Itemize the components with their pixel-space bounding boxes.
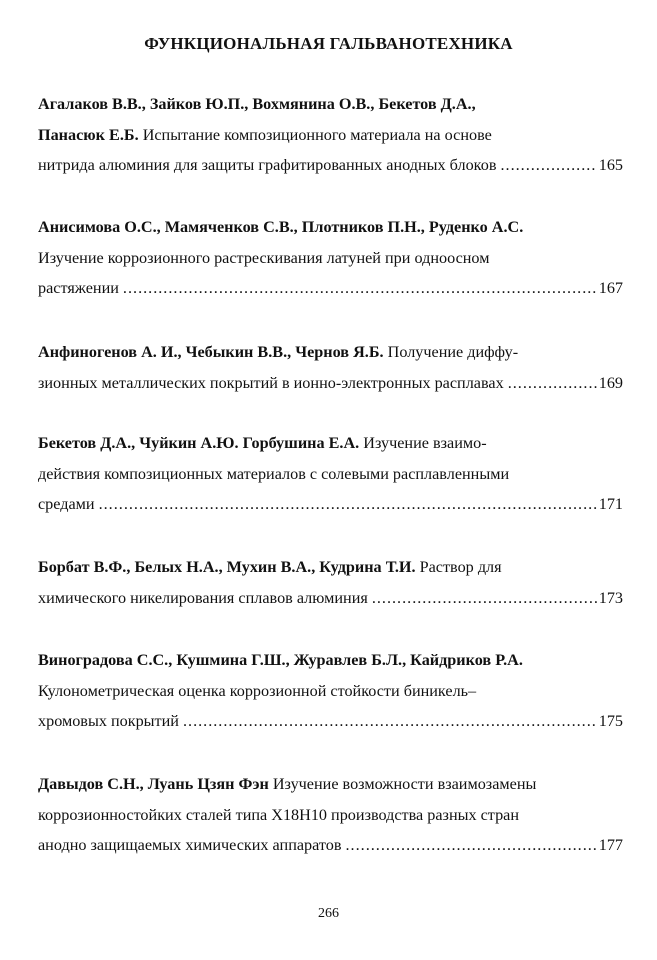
entry-leader-line	[38, 489, 623, 520]
toc-entry	[38, 769, 623, 861]
toc-entry	[38, 89, 623, 181]
toc-entry	[38, 212, 623, 304]
entry-title: Раствор для	[415, 558, 502, 576]
entry-authors: Бекетов Д.А., Чуйкин А.Ю. Горбушина Е.А.	[38, 434, 360, 452]
entry-leader-line	[38, 368, 623, 399]
entry-title: хромовых покрытий	[38, 712, 179, 730]
entry-title: нитрида алюминия для защиты графитированных анодных блоков	[38, 156, 497, 174]
entry-page-number: 169	[598, 373, 623, 392]
entry-authors: Давыдов С.Н., Луань Цзян Фэн	[38, 775, 269, 793]
entry-title: Изучение взаимо-	[359, 434, 487, 452]
entry-title: растяжении	[38, 279, 119, 297]
dot-leader	[99, 489, 597, 520]
entry-page-number: 177	[598, 836, 623, 854]
entry-authors: Анисимова О.С., Мамяченков С.В., Плотников П.Н., Руденко А.С.	[38, 218, 524, 236]
entry-title: Получение диффу-	[383, 343, 519, 361]
entry-leader-line	[38, 150, 623, 181]
entry-title: средами	[38, 495, 95, 513]
dot-leader	[123, 273, 597, 304]
entry-authors: Агалаков В.В., Зайков Ю.П., Вохмянина О.В., Бекетов Д.А.,	[38, 95, 476, 113]
entry-authors: Борбат В.Ф., Белых Н.А., Мухин В.А., Кудрина Т.И.	[38, 558, 416, 576]
entry-title: Изучение коррозионного растрескивания латуней при одноосном	[38, 248, 490, 267]
dot-leader	[500, 150, 596, 181]
entry-page-number: 165	[598, 156, 623, 174]
toc-entry	[38, 552, 623, 613]
entry-title: Изучение возможности взаимозамены	[268, 775, 537, 793]
entry-leader-line	[38, 583, 623, 614]
entry-title: анодно защищаемых химических аппаратов	[38, 836, 342, 854]
entry-authors: Панасюк Е.Б.	[38, 125, 139, 144]
toc-entry	[38, 337, 623, 398]
entry-title: действия композиционных материалов с солевыми расплавленными	[38, 464, 510, 483]
entry-leader-line	[38, 273, 623, 304]
entry-authors: Анфиногенов А. И., Чебыкин В.В., Чернов Я.Б.	[38, 343, 384, 361]
entry-authors: Виноградова С.С., Кушмина Г.Ш., Журавлев Б.Л., Кайдриков Р.А.	[38, 651, 523, 669]
dot-leader	[183, 706, 597, 737]
entry-title: Кулонометрическая оценка коррозионной стойкости биникель–	[38, 681, 477, 700]
entry-page-number: 171	[598, 495, 623, 513]
entry-title: химического никелирования сплавов алюминия	[38, 588, 368, 607]
entry-title: Испытание композиционного материала на основе	[138, 125, 492, 144]
toc-entry	[38, 645, 623, 737]
toc-entry	[38, 428, 623, 520]
entry-title: зионных металлических покрытий в ионно-электронных расплавах	[38, 373, 504, 392]
dot-leader	[346, 830, 597, 861]
entry-page-number: 175	[598, 712, 623, 730]
page-number: 266	[318, 906, 339, 921]
entry-leader-line	[38, 706, 623, 737]
section-title: ФУНКЦИОНАЛЬНАЯ ГАЛЬВАНОТЕХНИКА	[144, 34, 513, 53]
entry-leader-line	[38, 830, 623, 861]
dot-leader	[372, 583, 597, 614]
entry-title: коррозионностойких сталей типа Х18Н10 производства разных стран	[38, 805, 520, 824]
entry-page-number: 167	[598, 279, 623, 297]
dot-leader	[508, 368, 597, 399]
entry-page-number: 173	[598, 588, 623, 607]
